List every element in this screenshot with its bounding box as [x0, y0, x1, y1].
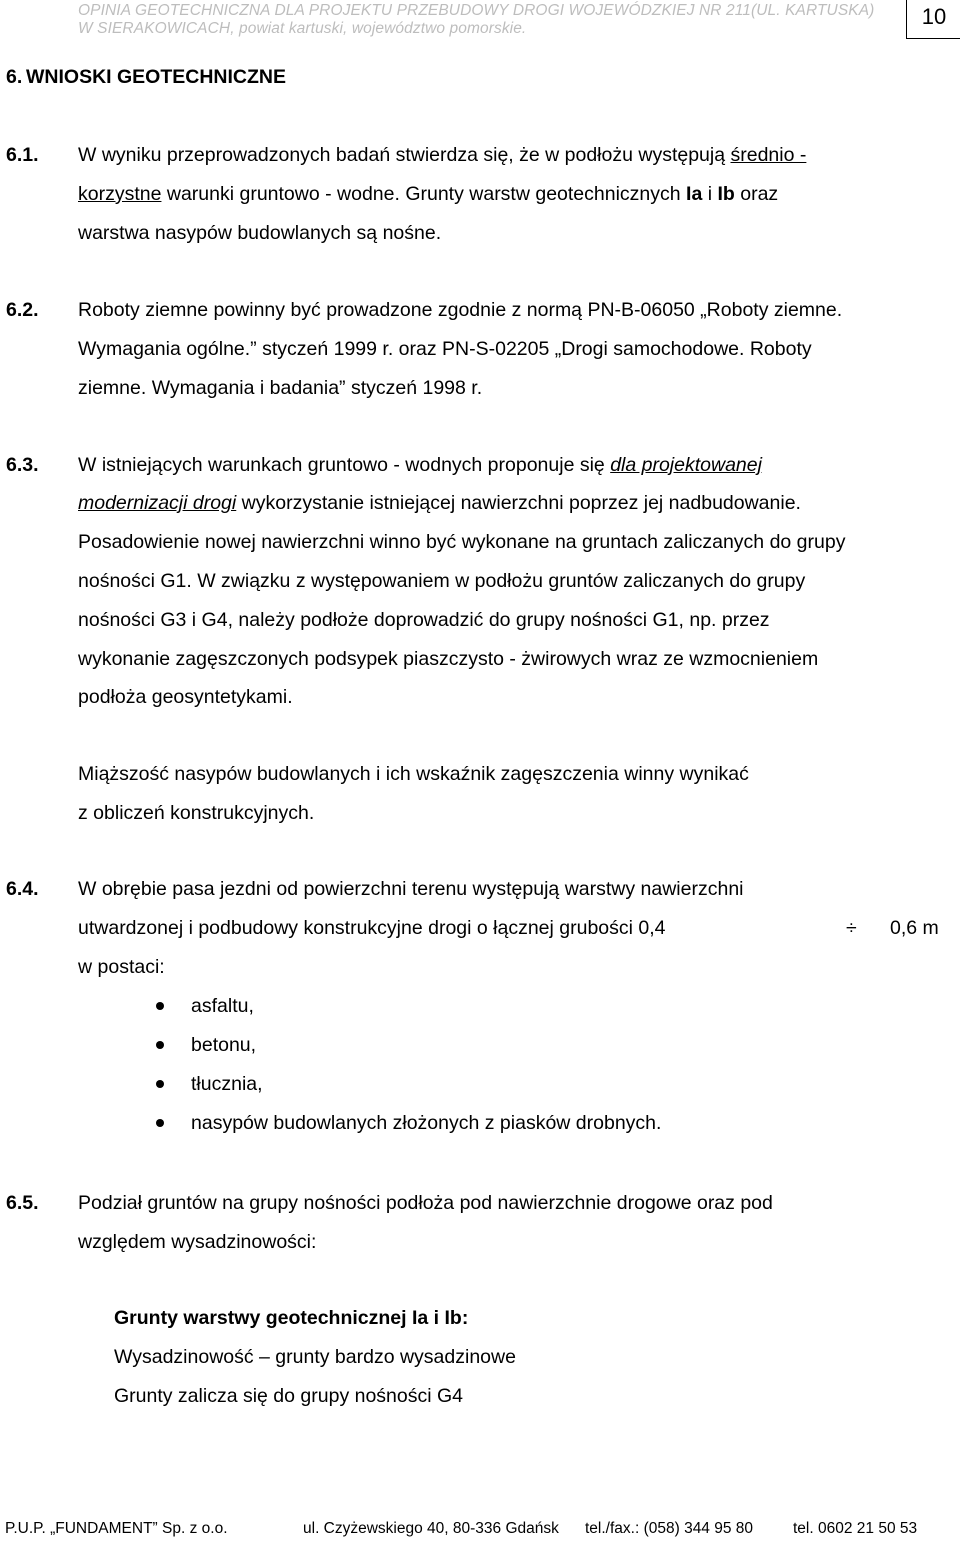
footer-company: P.U.P. „FUNDAMENT” Sp. z o.o.	[5, 1520, 228, 1537]
paragraph-number-6-1: 6.1.	[6, 144, 39, 166]
grunty-heading: Grunty warstwy geotechnicznej Ia i Ib:	[114, 1307, 469, 1329]
footer-tel: tel. 0602 21 50 53	[793, 1520, 918, 1537]
section-number: 6.	[6, 66, 23, 88]
p63-line1: W istniejących warunkach gruntowo - wodnych proponuje się dla projektowanej	[78, 454, 762, 476]
paragraph-number-6-4: 6.4.	[6, 878, 39, 900]
p64-line2c: 0,6 m	[890, 917, 939, 939]
bullet-icon	[156, 1041, 164, 1049]
header-title-line1: OPINIA GEOTECHNICZNA DLA PROJEKTU PRZEBUDOWY DROGI WOJEWÓDZKIEJ NR 211(UL. KARTUSKA)	[78, 2, 875, 19]
paragraph-number-6-5: 6.5.	[6, 1192, 39, 1214]
p64-line3: w postaci:	[78, 956, 165, 978]
p63b-line2: z obliczeń konstrukcyjnych.	[78, 802, 315, 824]
p64-line2a: utwardzonej i podbudowy konstrukcyjne drogi o łącznej grubości 0,4	[78, 917, 666, 939]
footer-telfax: tel./fax.: (058) 344 95 80	[585, 1520, 754, 1537]
p63-line2: modernizacji drogi wykorzystanie istniejącej nawierzchni poprzez jej nadbudowanie.	[78, 492, 801, 514]
p64-division-sign: ÷	[846, 917, 857, 939]
grunty-line1: Wysadzinowość – grunty bardzo wysadzinowe	[114, 1346, 516, 1368]
list-item: asfaltu,	[191, 995, 254, 1017]
p62-line1: Roboty ziemne powinny być prowadzone zgodnie z normą PN-B-06050 „Roboty ziemne.	[78, 299, 843, 321]
list-item: betonu,	[191, 1034, 257, 1056]
p64-line1: W obrębie pasa jezdni od powierzchni terenu występują warstwy nawierzchni	[78, 878, 744, 900]
p62-line2: Wymagania ogólne.” styczeń 1999 r. oraz PN-S-02205 „Drogi samochodowe. Roboty	[78, 338, 812, 360]
list-item: nasypów budowlanych złożonych z piasków drobnych.	[191, 1112, 662, 1134]
p61-line3: warstwa nasypów budowlanych są nośne.	[78, 222, 442, 244]
section-title: WNIOSKI GEOTECHNICZNE	[26, 66, 287, 88]
list-item: tłucznia,	[191, 1073, 263, 1095]
p63-line7: podłoża geosyntetykami.	[78, 686, 293, 708]
p62-line3: ziemne. Wymagania i badania” styczeń 1998 r.	[78, 377, 483, 399]
p63-line4: nośności G1. W związku z występowaniem w podłożu gruntów zaliczanych do grupy	[78, 570, 806, 592]
paragraph-number-6-3: 6.3.	[6, 454, 39, 476]
p63-line5: nośności G3 i G4, należy podłoże doprowadzić do grupy nośności G1, np. przez	[78, 609, 770, 631]
paragraph-number-6-2: 6.2.	[6, 299, 39, 321]
bullet-icon	[156, 1119, 164, 1127]
p63-line3: Posadowienie nowej nawierzchni winno być wykonane na gruntach zaliczanych do grupy	[78, 531, 846, 553]
p61-line2: korzystne warunki gruntowo - wodne. Grunty warstw geotechnicznych Ia i Ib oraz	[78, 183, 779, 205]
p63b-line1: Miąższość nasypów budowlanych i ich wskaźnik zagęszczenia winny wynikać	[78, 763, 749, 785]
page-number: 10	[906, 0, 960, 39]
p63-line6: wykonanie zagęszczonych podsypek piaszczysto - żwirowych wraz ze wzmocnieniem	[78, 648, 819, 670]
page-header	[0, 0, 960, 44]
header-title-line2: W SIERAKOWICACH, powiat kartuski, województwo pomorskie.	[78, 20, 527, 37]
p61-line1: W wyniku przeprowadzonych badań stwierdza się, że w podłożu występują średnio -	[78, 144, 807, 166]
bullet-icon	[156, 1080, 164, 1088]
p65-line2: względem wysadzinowości:	[78, 1231, 317, 1253]
bullet-icon	[156, 1002, 164, 1010]
p65-line1: Podział gruntów na grupy nośności podłoża pod nawierzchnie drogowe oraz pod	[78, 1192, 773, 1214]
grunty-line2: Grunty zalicza się do grupy nośności G4	[114, 1385, 464, 1407]
footer-address: ul. Czyżewskiego 40, 80-336 Gdańsk	[303, 1520, 559, 1537]
